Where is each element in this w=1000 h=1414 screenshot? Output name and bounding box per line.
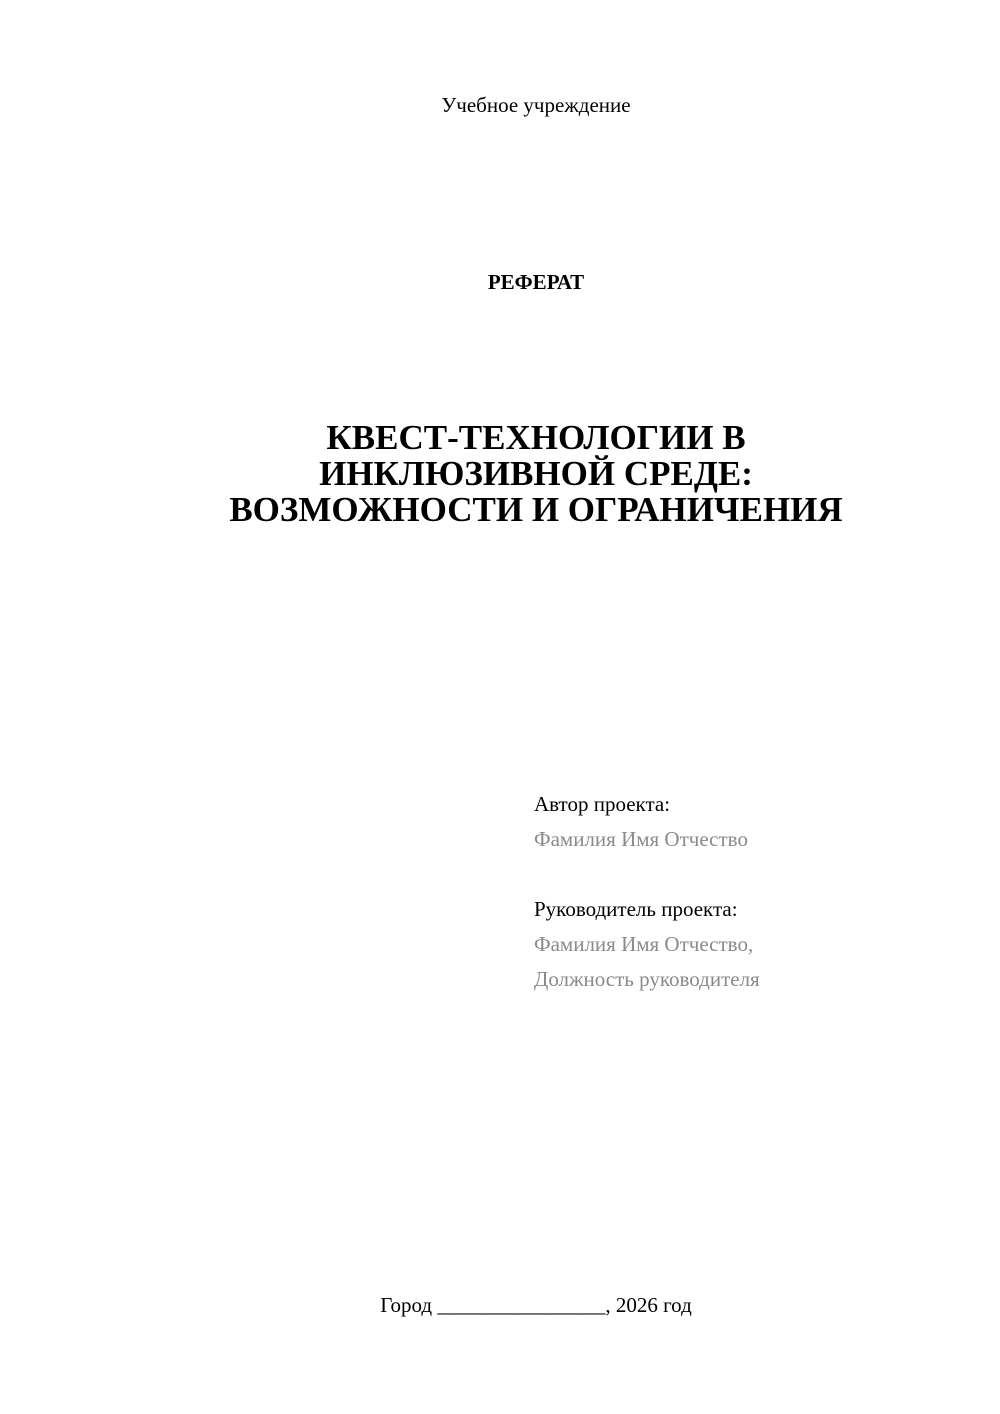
supervisor-name: Фамилия Имя Отчество,: [534, 932, 754, 956]
credits-block: [534, 787, 974, 997]
institution-name: Учебное учреждение: [441, 93, 631, 117]
author-name: Фамилия Имя Отчество: [534, 827, 748, 851]
document-type: РЕФЕРАТ: [487, 270, 585, 294]
title-line: КВЕСТ-ТЕХНОЛОГИИ В: [326, 418, 746, 457]
city-year-line: Город ________________, 2026 год: [380, 1293, 692, 1317]
supervisor-label: Руководитель проекта:: [534, 897, 738, 921]
author-label: Автор проекта:: [534, 792, 671, 816]
supervisor-position: Должность руководителя: [534, 967, 760, 991]
document-title: [120, 420, 952, 528]
title-line: ИНКЛЮЗИВНОЙ СРЕДЕ:: [319, 454, 753, 493]
spacer: [534, 857, 974, 892]
title-line: ВОЗМОЖНОСТИ И ОГРАНИЧЕНИЯ: [229, 490, 843, 529]
